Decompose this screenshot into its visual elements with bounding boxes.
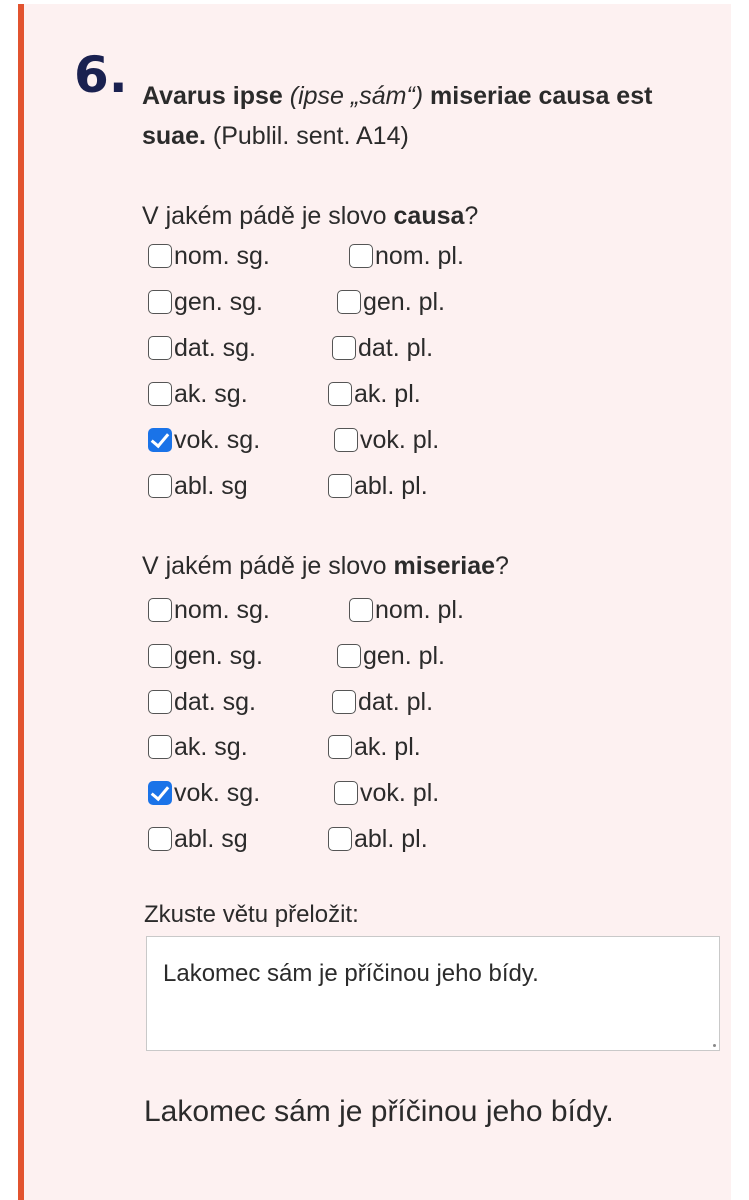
prompt-suffix: ? [464,202,479,230]
option-dat-sg[interactable] [148,332,256,364]
option-label: ak. pl. [354,733,421,761]
option-label: dat. pl. [358,688,434,716]
option-vok-sg[interactable] [148,777,260,809]
option-label: vok. pl. [360,779,440,807]
option-label: vok. pl. [360,426,440,454]
checkbox[interactable] [334,428,358,452]
prompt-word: causa [393,202,465,230]
option-label: dat. sg. [174,334,256,362]
option-label: ak. pl. [354,380,421,408]
checkbox[interactable] [148,644,172,668]
translation-label: Zkuste větu přeložit: [144,901,359,928]
option-ak-sg[interactable] [148,731,248,763]
option-abl-sg[interactable] [148,823,248,855]
option-nom-pl[interactable] [349,594,464,626]
option-label: abl. pl. [354,825,428,853]
option-label: dat. sg. [174,688,256,716]
option-abl-pl[interactable] [328,470,428,502]
checkbox[interactable] [328,827,352,851]
prompt-text: V jakém pádě je slovo [142,552,394,580]
option-label: abl. sg [174,472,248,500]
option-label: nom. pl. [375,242,464,270]
sentence-part-1: Avarus ipse [142,82,290,110]
question-sentence [142,76,712,156]
checkbox[interactable] [148,598,172,622]
checkbox[interactable] [334,781,358,805]
checkbox[interactable] [332,336,356,360]
checkbox-checked[interactable] [148,428,172,452]
checkbox[interactable] [328,474,352,498]
option-abl-pl[interactable] [328,823,428,855]
option-abl-sg[interactable] [148,470,248,502]
checkbox[interactable] [349,598,373,622]
option-label: gen. sg. [174,288,263,316]
option-label: gen. pl. [363,642,446,670]
sentence-part-2: miseriae causa est suae. [142,82,653,150]
option-label: ak. sg. [174,733,248,761]
option-label: vok. sg. [174,426,261,454]
checkbox[interactable] [328,382,352,406]
checkbox[interactable] [148,382,172,406]
option-label: ak. sg. [174,380,248,408]
option-label: gen. sg. [174,642,263,670]
checkbox[interactable] [148,336,172,360]
option-vok-sg[interactable] [148,424,260,456]
checkbox[interactable] [337,290,361,314]
translation-textarea[interactable] [146,936,720,1051]
translation-value: Lakomec sám je příčinou jeho bídy. [163,960,539,987]
option-nom-sg[interactable] [148,240,270,272]
checkbox[interactable] [148,474,172,498]
answer-text: Lakomec sám je příčinou jeho bídy. [144,1095,614,1128]
option-dat-pl[interactable] [332,686,433,718]
resize-handle-icon[interactable] [713,1044,716,1047]
checkbox[interactable] [332,690,356,714]
checkbox[interactable] [148,244,172,268]
option-nom-sg[interactable] [148,594,270,626]
option-ak-pl[interactable] [328,378,421,410]
checkbox[interactable] [148,735,172,759]
option-label: abl. sg [174,825,248,853]
question-card [18,4,731,1200]
sentence-gloss: (ipse „sám“) [289,82,424,110]
option-nom-pl[interactable] [349,240,464,272]
option-gen-sg[interactable] [148,640,263,672]
case-prompt-causa [142,200,478,232]
checkbox[interactable] [148,827,172,851]
sentence-source: (Publil. sent. A14) [205,122,409,150]
option-dat-pl[interactable] [332,332,433,364]
question-number: 6. [74,46,128,104]
option-vok-pl[interactable] [334,777,439,809]
checkbox[interactable] [349,244,373,268]
checkbox-checked[interactable] [148,781,172,805]
checkbox[interactable] [148,290,172,314]
option-label: abl. pl. [354,472,428,500]
option-label: gen. pl. [363,288,446,316]
option-label: nom. sg. [174,242,270,270]
option-ak-pl[interactable] [328,731,421,763]
option-gen-sg[interactable] [148,286,263,318]
option-gen-pl[interactable] [337,640,445,672]
case-prompt-miseriae [142,550,509,582]
checkbox[interactable] [148,690,172,714]
option-label: vok. sg. [174,779,261,807]
option-ak-sg[interactable] [148,378,248,410]
option-dat-sg[interactable] [148,686,256,718]
option-label: nom. pl. [375,596,464,624]
option-label: dat. pl. [358,334,434,362]
checkbox[interactable] [337,644,361,668]
option-label: nom. sg. [174,596,270,624]
option-gen-pl[interactable] [337,286,445,318]
prompt-suffix: ? [495,552,509,580]
prompt-text: V jakém pádě je slovo [142,202,394,230]
prompt-word: miseriae [393,552,495,580]
option-vok-pl[interactable] [334,424,439,456]
checkbox[interactable] [328,735,352,759]
